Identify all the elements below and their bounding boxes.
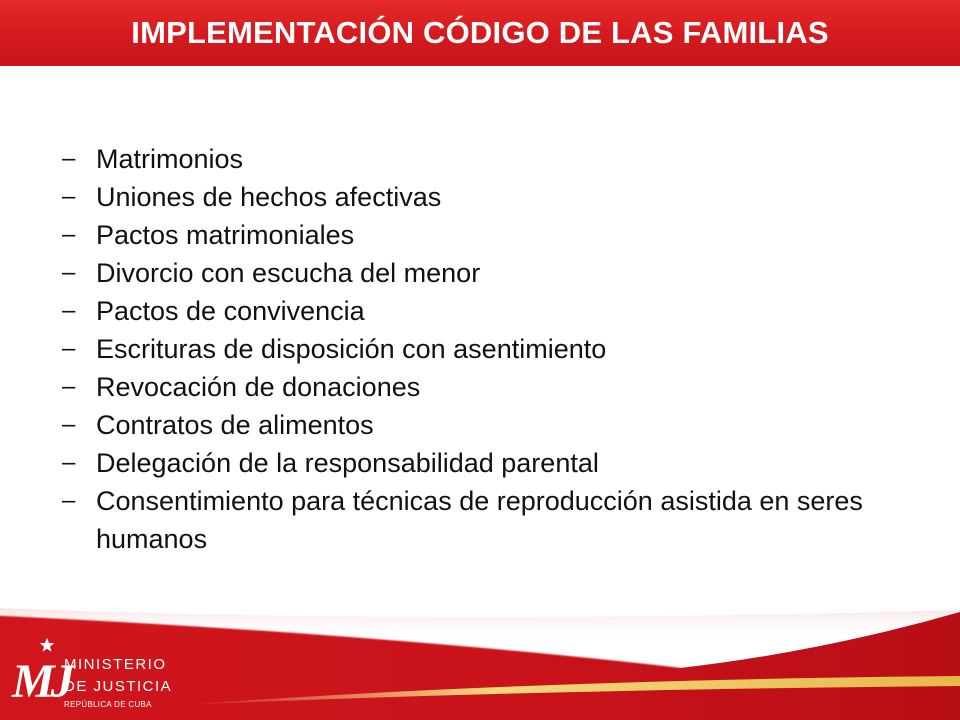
bullet-dash: – [62,449,76,476]
list-item-text: Contratos de alimentos [96,410,374,440]
list-item-text: Uniones de hechos afectivas [96,182,442,212]
bullet-dash: – [62,183,76,210]
list-item-text: Consentimiento para técnicas de reproducción asistida en seres humanos [96,486,863,554]
logo-line-justicia: DE JUSTICIA [64,678,173,695]
star-icon [39,637,55,653]
bullet-dash: – [62,487,76,514]
list-item-text: Revocación de donaciones [96,372,421,402]
bullet-dash: – [62,221,76,248]
list-item-text: Pactos matrimoniales [96,220,355,250]
logo-line-republica: REPÚBLICA DE CUBA [64,700,152,709]
list-item-text: Escrituras de disposición con asentimiento [96,334,607,364]
list-item-text: Delegación de la responsabilidad parental [96,448,599,478]
list-item-text: Matrimonios [96,144,244,174]
logo-monogram: MJ [12,655,71,708]
bullet-dash: – [62,335,76,362]
bullet-dash: – [62,411,76,438]
slide-title: IMPLEMENTACIÓN CÓDIGO DE LAS FAMILIAS [131,15,829,50]
bullet-dash: – [62,373,76,400]
list-item-text: Divorcio con escucha del menor [96,258,481,288]
ministry-logo [12,640,182,720]
bullet-dash: – [62,259,76,286]
list-item-text: Pactos de convivencia [96,296,365,326]
bullet-dash: – [62,145,76,172]
title-bar [0,0,960,66]
logo-line-ministerio: MINISTERIO [64,656,167,673]
bullet-dash: – [62,297,76,324]
